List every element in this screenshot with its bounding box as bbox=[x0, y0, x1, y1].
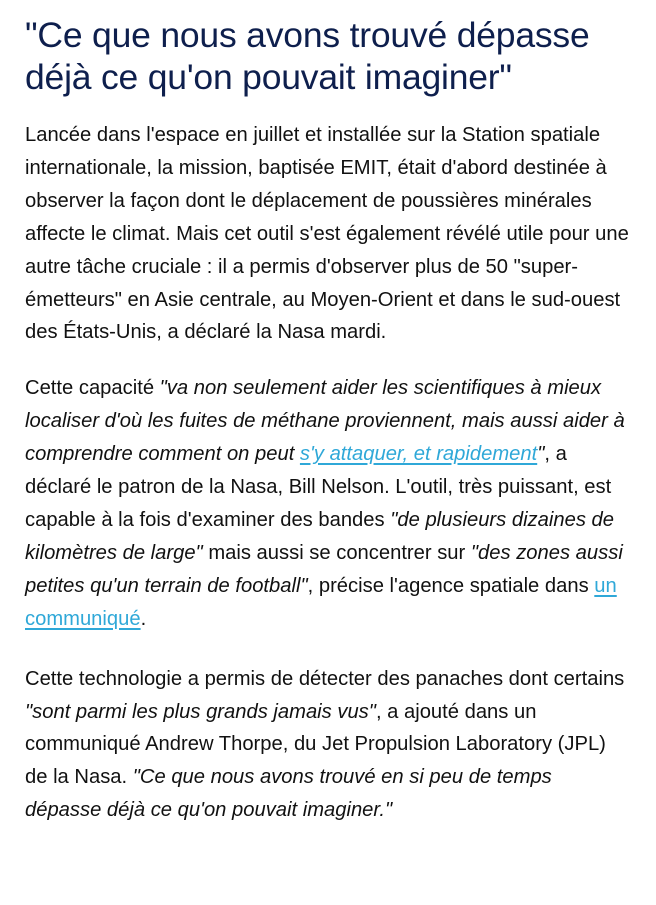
p2-quote-3: "des zones aussi petites qu'un terrain de football" bbox=[25, 541, 623, 597]
p3-text-2: , a ajouté dans un communiqué Andrew Thorpe, du Jet Propulsion Laboratory (JPL) de la Nasa. bbox=[25, 700, 606, 789]
p2-text-5: . bbox=[140, 607, 147, 630]
p3-quote-2: "Ce que nous avons trouvé en si peu de temps dépasse déjà ce qu'on pouvait imaginer." bbox=[25, 766, 552, 822]
article-headline: "Ce que nous avons trouvé dépasse déjà ce qu'on pouvait imaginer" bbox=[25, 15, 590, 97]
paragraph-1: Lancée dans l'espace en juillet et installée sur la Station spatiale internationale, la mission, baptisée EMIT, était d'abord destinée à observer la façon dont le déplacement de poussières minérales affecte le climat. Mais cet outil s'est également révélé utile pour une autre tâche cruciale : il a permis d'observer plus de 50 "super-émetteurs" en Asie centrale, au Moyen-Orient et dans le sud-ouest des États-Unis, a déclaré la Nasa mardi. bbox=[25, 124, 629, 344]
p3-quote-1: "sont parmi les plus grands jamais vus" bbox=[25, 700, 376, 723]
paragraph-3 bbox=[25, 663, 632, 828]
p2-quote-1-open: "va non seulement aider les scientifiques à mieux localiser d'où les fuites de méthane proviennent, mais aussi aider à comprendre comment on peut bbox=[25, 377, 625, 466]
p2-text-2: , a déclaré le patron de la Nasa, Bill Nelson. L'outil, très puissant, est capable à la fois d'examiner des bandes bbox=[25, 443, 612, 531]
p2-text-4: , précise l'agence spatiale dans bbox=[307, 574, 595, 597]
p2-quote-2: "de plusieurs dizaines de kilomètres de large" bbox=[25, 508, 614, 564]
p2-quote-1-close: " bbox=[537, 443, 545, 466]
p2-text-3: mais aussi se concentrer sur bbox=[202, 541, 471, 564]
link-sy-attaquer[interactable]: s'y attaquer, et rapidement bbox=[299, 443, 538, 466]
link-communique[interactable]: un communiqué bbox=[25, 574, 617, 630]
paragraph-2 bbox=[25, 372, 632, 635]
p2-text-1: Cette capacité bbox=[25, 377, 160, 400]
p3-text-1: Cette technologie a permis de détecter des panaches dont certains bbox=[25, 667, 625, 690]
